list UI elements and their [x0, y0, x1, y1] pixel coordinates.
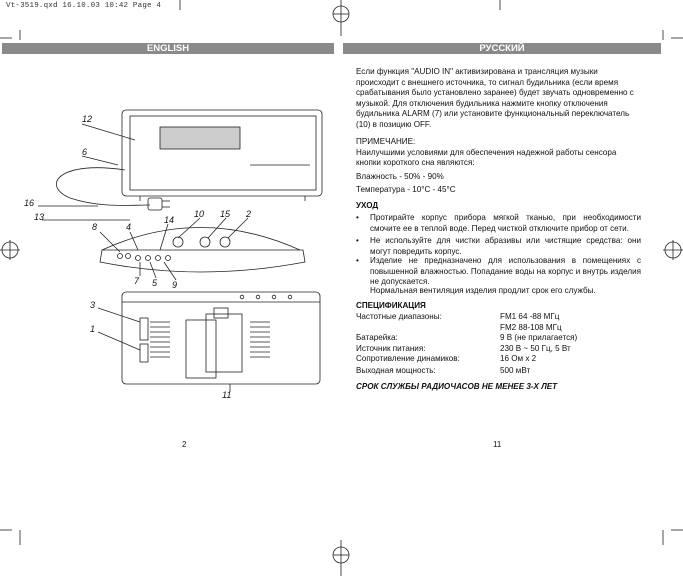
- service-life-note: СРОК СЛУЖБЫ РАДИОЧАСОВ НЕ МЕНЕЕ 3-Х ЛЕТ: [356, 382, 558, 391]
- spec-value: FM1 64 -88 МГц: [500, 312, 560, 321]
- spec-value: 230 В ~ 50 Гц, 5 Вт: [500, 344, 571, 353]
- note-text: Наилучшими условиями для обеспечения надежной работы сенсора кнопки короткого сна являются:: [356, 147, 617, 168]
- callout-label: 11: [222, 390, 232, 400]
- callout-label: 16: [24, 198, 35, 208]
- spec-value: 9 В (не прилагается): [500, 333, 578, 342]
- spec-label: Частотные диапазоны:: [356, 312, 442, 321]
- callout-label: 7: [134, 276, 140, 286]
- callout-label: 5: [152, 278, 158, 288]
- spec-label: Батарейка:: [356, 333, 398, 342]
- care-item: • Протирайте корпус прибора мягкой тканью, при необходимости смочите ее в теплой воде. Перед чисткой отключите прибор от сети.: [356, 213, 641, 233]
- care-title: УХОД: [356, 201, 379, 210]
- spec-value: FM2 88-108 МГц: [500, 323, 562, 332]
- spec-label: Выходная мощность:: [356, 366, 436, 375]
- note-title: ПРИМЕЧАНИЕ:: [356, 137, 416, 146]
- spec-label: Сопротивление динамиков:: [356, 354, 460, 363]
- callout-label: 8: [92, 222, 98, 232]
- callout-label: 3: [90, 300, 96, 310]
- section-header-english: ENGLISH: [2, 43, 334, 54]
- note-humidity: Влажность - 50% - 90%: [356, 171, 444, 181]
- callout-label: 10: [194, 209, 205, 219]
- note-temperature: Температура - 10°С - 45°С: [356, 185, 456, 195]
- callout-label: 14: [164, 215, 175, 225]
- callout-label: 1: [90, 324, 96, 334]
- care-extra: Нормальная вентиляция изделия продлит срок его службы.: [370, 286, 596, 295]
- spec-label: Источник питания:: [356, 344, 426, 353]
- callout-label: 12: [82, 114, 93, 124]
- care-item: • Не используйте для чистки абразивы или чистящие средства: они могут повредить корпус.: [356, 236, 641, 256]
- care-item: • Изделие не предназначено для использования в помещениях с повышенной влажностью. Попадание воды на корпус и внутрь изделия не допускается.: [356, 256, 641, 287]
- note-block: [356, 137, 641, 196]
- spec-value: 500 мВт: [500, 366, 531, 375]
- section-header-russian: РУССКИЙ: [343, 43, 661, 54]
- spec-title: СПЕЦИФИКАЦИЯ: [356, 301, 426, 310]
- audio-in-paragraph: Если функция "AUDIO IN" активизирована и трансляция музыки происходит с внешнего источника, то сигнал будильника (если время срабатывания было установлено заранее) будет звучать одновременно с музыкой. Для отключения будильника нажмите кнопку отключения будильника ALARM (7) или установите функциональный переключатель (10) в позицию OFF.: [356, 67, 634, 129]
- callout-label: 9: [172, 280, 178, 290]
- callout-label: 15: [220, 209, 231, 219]
- page-number-left: 2: [182, 440, 187, 449]
- page-number-right: 11: [493, 440, 502, 449]
- callout-label: 6: [82, 147, 88, 157]
- spec-value: 16 Ом х 2: [500, 354, 537, 363]
- file-slug: Vt-3519.qxd 16.10.03 10:42 Page 4: [6, 2, 162, 10]
- callout-label: 2: [246, 209, 252, 219]
- callout-label: 13: [34, 212, 45, 222]
- callout-label: 4: [126, 222, 132, 232]
